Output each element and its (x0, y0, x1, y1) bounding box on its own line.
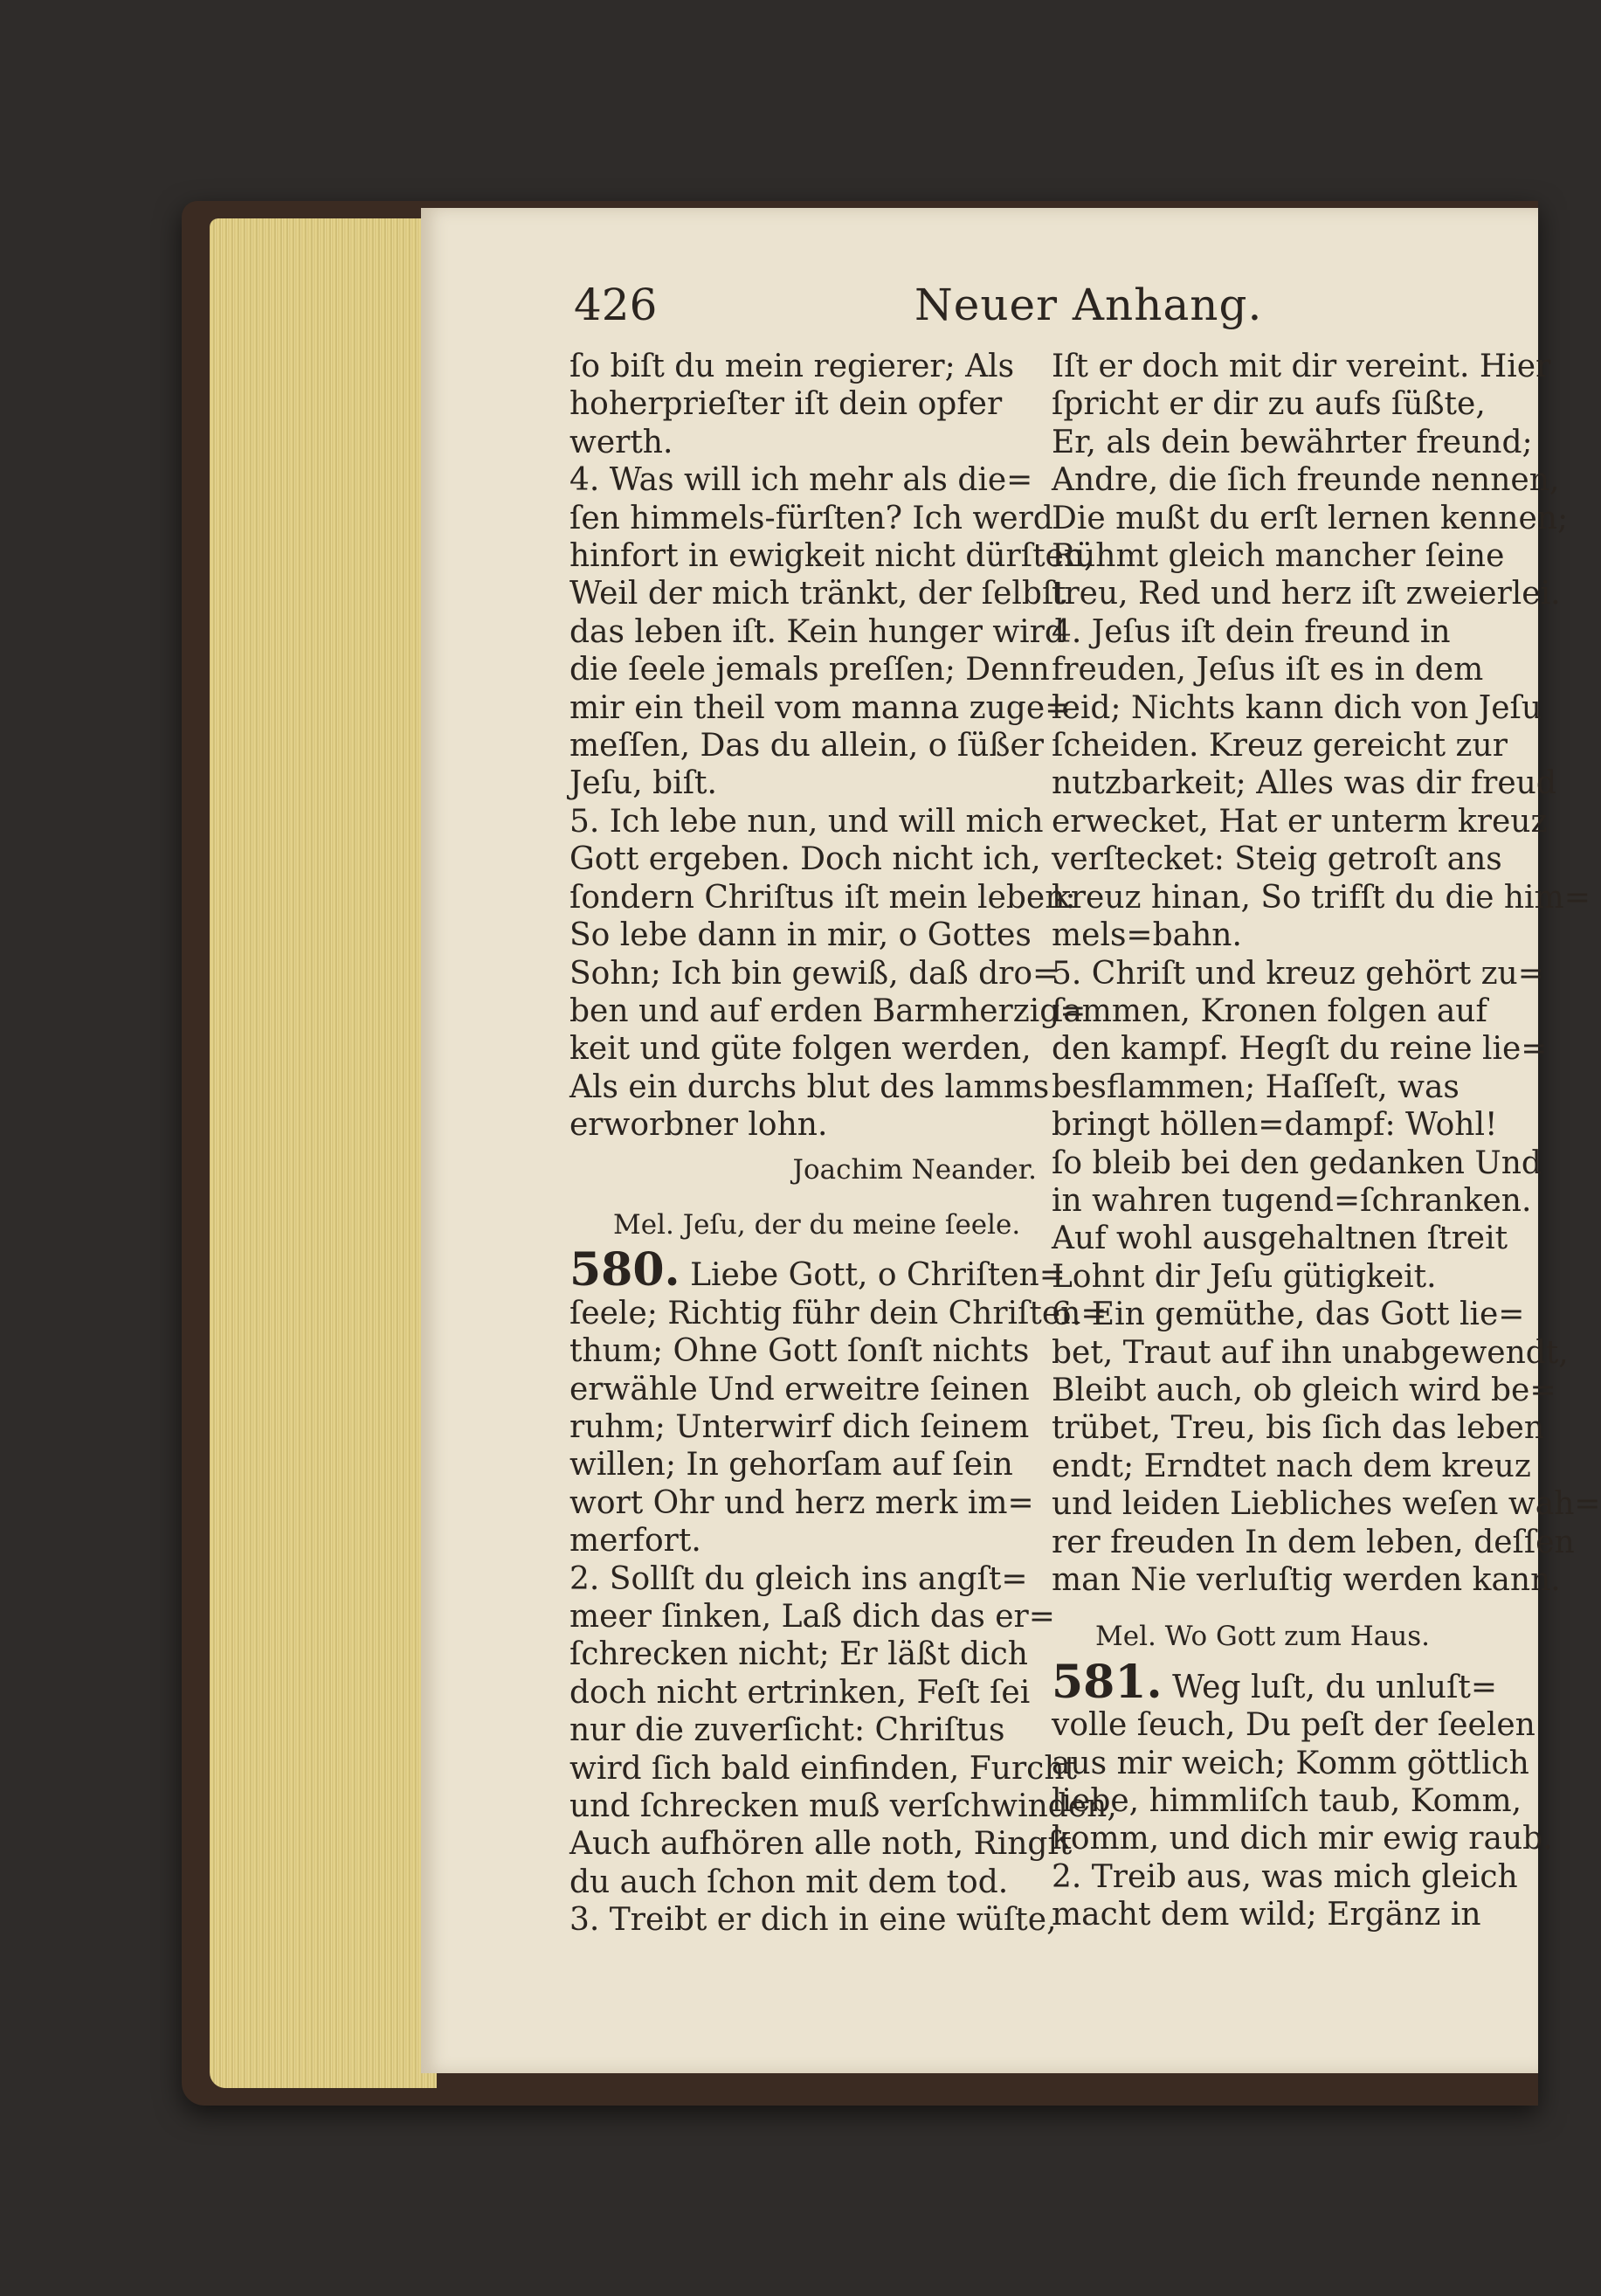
text-line: in wahren tugend=ſchranken. (1052, 1182, 1532, 1219)
text-line: ben und auf erden Barmherzig= (569, 992, 1087, 1029)
text-line: komm, und dich mir ewig raub. (1052, 1821, 1553, 1857)
text-line: aus mir weich; Komm göttlich (1052, 1745, 1529, 1781)
text-line: bet, Traut auf ihn unabgewendt, (1052, 1334, 1569, 1371)
text-line: Jeſu, biſt. (569, 765, 717, 802)
text-line: ruhm; Unterwirf dich ſeinem (569, 1408, 1030, 1445)
text-line: ſeele; Richtig führ dein Chriſten= (569, 1295, 1108, 1331)
hymn-first-line-text: Weg luſt, du unluſt= (1172, 1669, 1498, 1705)
text-line: ſpricht er dir zu aufs ſüßte, (1052, 386, 1486, 423)
text-line: Weil der mich tränkt, der ſelbſt (569, 576, 1066, 612)
text-line: Auch aufhören alle noth, Ringſt (569, 1826, 1073, 1863)
text-line: macht dem wild; Ergänz in (1052, 1897, 1481, 1933)
text-line: besflammen; Haſſeſt, was (1052, 1068, 1460, 1105)
text-line: liebe, himmliſch taub, Komm, (1052, 1783, 1522, 1820)
text-line: 5. Ich lebe nun, und will mich (569, 803, 1044, 840)
text-line: 4. Was will ich mehr als die= (569, 462, 1033, 499)
text-line: treu, Red und herz iſt zweierlei. (1052, 576, 1561, 612)
text-line: Iſt er doch mit dir vereint. Hier (1052, 349, 1551, 384)
hymn-first-line (569, 1243, 1066, 1297)
right-lines-a (1052, 348, 1601, 1599)
text-line: wird ſich bald einfinden, Furcht (569, 1750, 1077, 1787)
melody-note: Mel. Wo Gott zum Haus. (1095, 1621, 1430, 1653)
text-line: 2. Treib aus, was mich gleich (1052, 1858, 1518, 1895)
text-line: wort Ohr und herz merk im= (569, 1484, 1034, 1521)
text-line: trübet, Treu, bis ſich das leben (1052, 1410, 1545, 1447)
text-line: und ſchrecken muß verſchwinden, (569, 1788, 1117, 1825)
text-line: Sohn; Ich bin gewiß, daß dro= (569, 955, 1059, 992)
text-line: du auch ſchon mit dem tod. (569, 1864, 1009, 1900)
text-line: den kampf. Hegſt du reine lie= (1052, 1031, 1548, 1068)
text-line: hinfort in ewigkeit nicht dürſten, (569, 538, 1094, 575)
page-header (574, 280, 1526, 341)
hymn-number: 581. (1052, 1655, 1163, 1709)
text-line: ſo bleib bei den gedanken Und (1052, 1145, 1542, 1181)
text-line: freuden, Jeſus iſt es in dem (1052, 652, 1484, 688)
text-line: willen; In gehorſam auf ſein (569, 1447, 1013, 1483)
text-line: meer ſinken, Laß dich das er= (569, 1599, 1055, 1635)
text-line: 4. Jeſus iſt dein freund in (1052, 613, 1451, 650)
right-column (1052, 348, 1601, 1934)
text-line: die ſeele jemals preſſen; Denn (569, 652, 1050, 688)
text-line: 5. Chriſt und kreuz gehört zu= (1052, 955, 1544, 992)
text-line: So lebe dann in mir, o Gottes (569, 917, 1032, 954)
text-line: ſchrecken nicht; Er läßt dich (569, 1636, 1028, 1673)
text-line: hoherprieſter iſt dein opfer (569, 386, 1003, 423)
text-line: bringt höllen=dampf: Wohl! (1052, 1107, 1498, 1144)
text-line: thum; Ohne Gott ſonſt nichts (569, 1333, 1030, 1370)
text-line: Er, als dein bewährter freund; (1052, 424, 1533, 460)
text-line: Gott ergeben. Doch nicht ich, (569, 841, 1041, 878)
hymn-number: 580. (569, 1243, 680, 1297)
text-line: verſtecket: Steig getroſt ans (1052, 841, 1502, 878)
text-line: volle ſeuch, Du peſt der ſeelen (1052, 1707, 1535, 1744)
text-line: erwecket, Hat er unterm kreuz (1052, 803, 1548, 840)
text-line: ſo biſt du mein regierer; Als (569, 349, 1015, 384)
melody-note: Mel. Jeſu, der du meine ſeele. (613, 1208, 1021, 1241)
page-number: 426 (574, 280, 658, 330)
running-head: Neuer Anhang. (914, 280, 1263, 330)
text-line: nutzbarkeit; Alles was dir freud (1052, 765, 1556, 802)
text-line: endt; Erndtet nach dem kreuz (1052, 1448, 1531, 1484)
text-line: mir ein theil vom manna zuge= (569, 689, 1072, 726)
text-line: merfort. (569, 1523, 701, 1559)
text-line: ſen himmels-fürſten? Ich werd (569, 500, 1053, 536)
text-line: und leiden Liebliches weſen wah= (1052, 1486, 1601, 1523)
text-line: ſcheiden. Kreuz gereicht zur (1052, 728, 1508, 764)
text-line: man Nie verluſtig werden kann. (1052, 1562, 1561, 1598)
text-line: erwähle Und erweitre ſeinen (569, 1371, 1030, 1407)
text-line: mels=bahn. (1052, 917, 1242, 954)
text-line: rer freuden In dem leben, deſſen (1052, 1524, 1575, 1560)
text-line: 3. Treibt er dich in eine wüſte, (569, 1902, 1057, 1939)
text-line: keit und güte folgen werden, (569, 1031, 1032, 1068)
text-line: 2. Sollſt du gleich ins angſt= (569, 1560, 1028, 1597)
text-line: werth. (569, 424, 673, 460)
text-line: kreuz hinan, So trifſt du die him= (1052, 879, 1591, 916)
text-line: meſſen, Das du allein, o ſüßer (569, 728, 1044, 764)
text-line: ſondern Chriſtus iſt mein leben: (569, 879, 1076, 916)
text-line: 6. Ein gemüthe, das Gott lie= (1052, 1297, 1525, 1333)
text-line: erworbner lohn. (569, 1107, 828, 1144)
text-line: ſammen, Kronen folgen auf (1052, 992, 1487, 1029)
book-page (421, 208, 1601, 2073)
left-lines-a (569, 348, 1094, 1145)
text-line: Rühmt gleich mancher ſeine (1052, 538, 1505, 575)
text-line: Andre, die ſich freunde nennen, (1052, 462, 1560, 499)
text-line: leid; Nichts kann dich von Jeſu (1052, 689, 1542, 726)
text-line: nur die zuverſicht: Chriſtus (569, 1712, 1005, 1749)
text-line: Bleibt auch, ob gleich wird be= (1052, 1372, 1556, 1408)
text-line: doch nicht ertrinken, Feſt ſei (569, 1674, 1031, 1711)
author-attribution: Joachim Neander. (792, 1153, 1037, 1186)
text-line: Auf wohl ausgehaltnen ſtreit (1052, 1221, 1508, 1257)
right-lines-b (1052, 1706, 1553, 1933)
text-line: Als ein durchs blut des lamms (569, 1068, 1050, 1105)
hymn-first-line-text: Liebe Gott, o Chriſten= (690, 1257, 1066, 1294)
text-line: Lohnt dir Jeſu gütigkeit. (1052, 1258, 1437, 1295)
hymn-first-line (1052, 1655, 1519, 1709)
text-line: Die mußt du erſt lernen kennen; (1052, 500, 1569, 536)
page-edges (210, 218, 437, 2088)
text-line: das leben iſt. Kein hunger wird (569, 613, 1065, 650)
